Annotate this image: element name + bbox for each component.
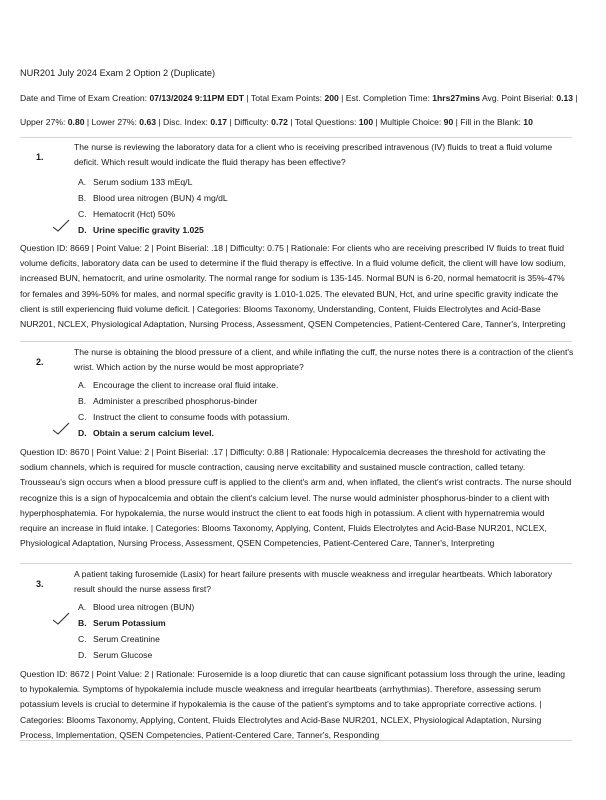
question-rationale: Question ID: 8670 | Point Value: 2 | Point Biserial: .17 | Difficulty: 0.88 | Rationale: Hypocalcemia decreases the threshold for activating the sodium channels, which is required for muscle contraction, causing nerve excitability and sustained muscle contraction, called tetany. Trousseau's sign occurs when a blood pressure cuff is applied to the client's arm and, when inflated, the client's wrist contracts. The nurse should recognize this is a sign of hypocalcemia and obtain the client's calcium level. The nurse would administer phosphorus-binder to a client with hyperphosphatemia. For hypokalemia, the nurse would instruct the client to eat foods high in potassium. A client with hypernatremia would require an increase in fluid intake. | Categories: Blooms Taxonomy, Applying, Content, Fluids Electrolytes and Acid-Base NUR201, NCLEX, Physiological Adaptation, Nursing Process, Assessment, QSEN Competencies, Patient-Centered Care, Tanner's, Interpreting: [20, 447, 572, 549]
question-text: The nurse is obtaining the blood pressure of a client, and while inflating the cuff, the nurse notes there is a contraction of the client's wrist. Which action by the nurse would be most appropriate?: [74, 347, 574, 372]
checkmark-icon: [52, 219, 70, 233]
option-a[interactable]: A. Encourage the client to increase oral fluid intake.: [78, 380, 279, 390]
option-c[interactable]: C. Serum Creatinine: [78, 634, 160, 644]
question-number: 1.: [36, 152, 44, 162]
lower-27: 0.63: [139, 117, 157, 127]
answer-options: [78, 599, 558, 663]
fill-in-blank-count: 10: [523, 117, 533, 127]
option-a[interactable]: A. Serum sodium 133 mEq/L: [78, 177, 193, 187]
document-title: NUR201 July 2024 Exam 2 Option 2 (Duplicate): [20, 68, 216, 78]
exam-meta-line-1: Date and Time of Exam Creation: 07/13/2024 9:11PM EDT | Total Exam Points: 200 | Est. Completion Time: 1hrs27mins Avg. Point Biserial: 0.13 |: [20, 93, 578, 103]
divider: [20, 563, 572, 564]
completion-time: 1hrs27mins: [432, 93, 481, 103]
exam-meta-line-2: Upper 27%: 0.80 | Lower 27%: 0.63 | Disc. Index: 0.17 | Difficulty: 0.72 | Total Questions: 100 | Multiple Choice: 90 | Fill in the Blank: 10: [20, 117, 533, 127]
option-d[interactable]: D. Obtain a serum calcium level.: [78, 425, 558, 441]
question-number: 2.: [36, 357, 44, 367]
question-rationale: Question ID: 8669 | Point Value: 2 | Point Biserial: .18 | Difficulty: 0.75 | Rationale: For clients who are receiving prescribed IV fluids to treat fluid volume deficits, laboratory data can be used to determine if the fluid therapy is effective. In a fluid volume deficit, the client will have low sodium, increased BUN, hematocrit, and urine osmolarity. The normal range for sodium is 135-145. Normal BUN is 6-20, normal hematocrit is 35%-47% for females and 39%-50% for males, and normal specific gravity is 1.010-1.025. The elevated BUN, Hct, and urine specific gravity indicate the client is still experiencing fluid volume deficit. | Categories: Blooms Taxonomy, Understanding, Content, Fluids Electrolytes and Acid-Base NUR201, NCLEX, Physiological Adaptation, Nursing Process, Assessment, QSEN Competencies, Patient-Centered Care, Tanner's, Interpreting: [20, 243, 566, 330]
checkmark-icon: [52, 612, 70, 626]
question-text: A patient taking furosemide (Lasix) for heart failure presents with muscle weakness and irregular heartbeats. Which laboratory result should the nurse assess first?: [74, 569, 553, 594]
option-d[interactable]: D. Urine specific gravity 1.025: [78, 222, 558, 238]
option-d[interactable]: D. Serum Glucose: [78, 650, 153, 660]
question-rationale: Question ID: 8672 | Point Value: 2 | Rationale: Furosemide is a loop diuretic that can cause significant potassium loss through the urine, leading to hypokalemia. Symptoms of hypokalemia include muscle weakness and irregular heartbeats (arrhythmias). Therefore, assessing serum potassium levels is crucial to determine if hypokalemia is the cause of the patient's symptoms and to take appropriate corrective actions. | Categories: Blooms Taxonomy, Applying, Content, Fluids Electrolytes and Acid-Base NUR201, NCLEX, Physiological Adaptation, Nursing Process, Implementation, QSEN Competencies, Patient-Centered Care, Tanner's, Responding: [20, 669, 566, 740]
divider: [20, 137, 572, 138]
option-c[interactable]: C. Hematocrit (Hct) 50%: [78, 209, 176, 219]
divider: [20, 740, 572, 741]
answer-options: [78, 377, 558, 441]
multiple-choice-count: 90: [443, 117, 454, 127]
avg-point-biserial: 0.13: [556, 93, 574, 103]
question-number: 3.: [36, 579, 44, 589]
upper-27: 0.80: [67, 117, 85, 127]
question-text: The nurse is reviewing the laboratory data for a client who is receiving prescribed intravenous (IV) fluids to treat a fluid volume deficit. Which result would indicate the fluid therapy has been effective?: [74, 142, 553, 167]
option-b[interactable]: B. Serum Potassium: [78, 615, 558, 631]
creation-datetime: 07/13/2024 9:11PM EDT: [149, 93, 245, 103]
option-b[interactable]: B. Blood urea nitrogen (BUN) 4 mg/dL: [78, 193, 228, 203]
divider: [20, 341, 572, 342]
difficulty: 0.72: [271, 117, 288, 127]
checkmark-icon: [52, 422, 70, 436]
option-b[interactable]: B. Administer a prescribed phosphorus-binder: [78, 396, 258, 406]
answer-options: [78, 174, 558, 238]
total-questions: 100: [358, 117, 374, 127]
total-points: 200: [324, 93, 339, 103]
option-a[interactable]: A. Blood urea nitrogen (BUN): [78, 602, 195, 612]
option-c[interactable]: C. Instruct the client to consume foods with potassium.: [78, 412, 290, 422]
disc-index: 0.17: [210, 117, 228, 127]
